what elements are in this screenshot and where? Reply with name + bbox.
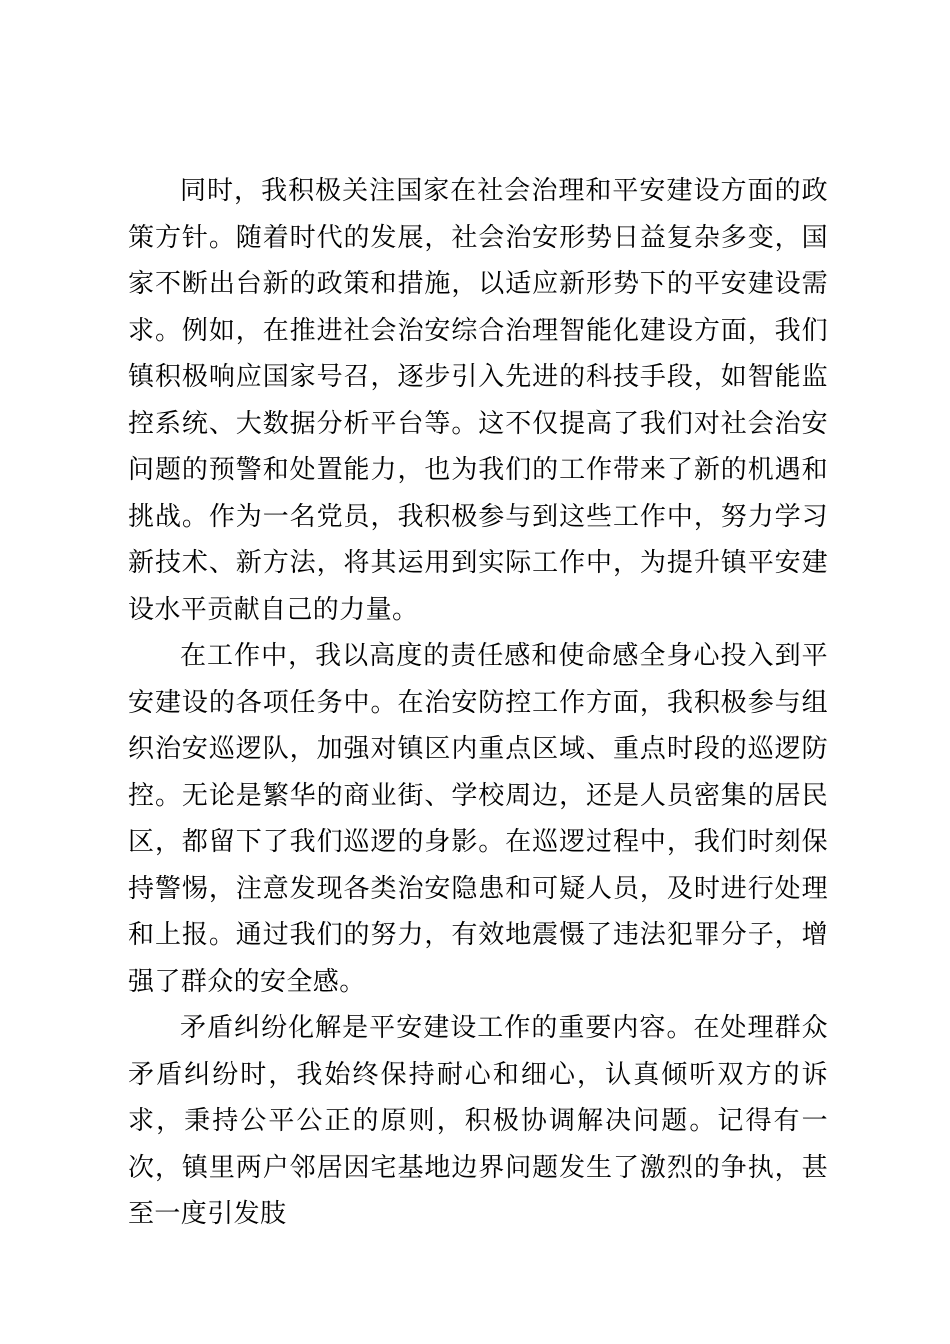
paragraph-2: 在工作中，我以高度的责任感和使命感全身心投入到平安建设的各项任务中。在治安防控工作方面，我积极参与组织治安巡逻队，加强对镇区内重点区域、重点时段的巡逻防控。无论是繁华的商业街、学校周边，还是人员密集的居民区，都留下了我们巡逻的身影。在巡逻过程中，我们时刻保持警惕，注意发现各类治安隐患和可疑人员，及时进行处理和上报。通过我们的努力，有效地震慑了违法犯罪分子，增强了群众的安全感。 — [128, 641, 828, 997]
paragraph-3: 矛盾纠纷化解是平安建设工作的重要内容。在处理群众矛盾纠纷时，我始终保持耐心和细心，认真倾听双方的诉求，秉持公平公正的原则，积极协调解决问题。记得有一次，镇里两户邻居因宅基地边界问题发生了激烈的争执，甚至一度引发肢 — [128, 1013, 828, 1229]
paragraph-1: 同时，我积极关注国家在社会治理和平安建设方面的政策方针。随着时代的发展，社会治安形势日益复杂多变，国家不断出台新的政策和措施，以适应新形势下的平安建设需求。例如，在推进社会治安综合治理智能化建设方面，我们镇积极响应国家号召，逐步引入先进的科技手段，如智能监控系统、大数据分析平台等。这不仅提高了我们对社会治安问题的预警和处置能力，也为我们的工作带来了新的机遇和挑战。作为一名党员，我积极参与到这些工作中，努力学习新技术、新方法，将其运用到实际工作中，为提升镇平安建设水平贡献自己的力量。 — [128, 176, 828, 625]
document-body — [128, 168, 828, 1238]
